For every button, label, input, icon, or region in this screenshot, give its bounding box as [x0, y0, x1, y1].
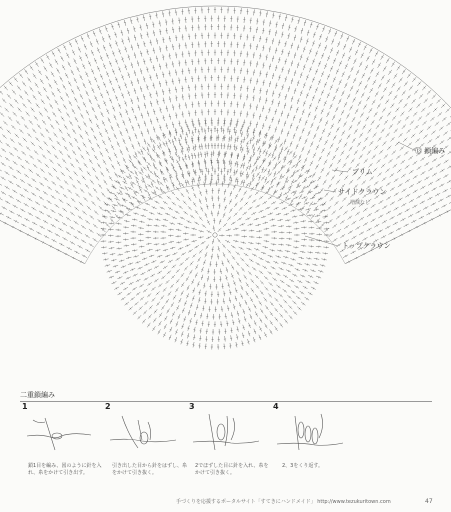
side-crown-note: 増減なし	[350, 200, 371, 206]
top-crown-label: トップクラウン	[342, 242, 391, 250]
step-2-caption: 引き出した目から針をはずし、糸をかけて引き抜く。	[112, 463, 188, 476]
step-1-number: 1	[22, 402, 28, 411]
step-4-caption: 2、3をくり返す。	[282, 463, 323, 469]
step-4-number: 4	[273, 402, 279, 411]
kusari-label: ⑬ 鎖編み	[415, 147, 446, 155]
step-3-illustration	[191, 410, 261, 456]
section-divider	[20, 401, 432, 402]
side-crown-label: サイドクラウン	[338, 188, 387, 196]
step-2-number: 2	[105, 402, 111, 411]
page-number: 47	[425, 498, 433, 505]
step-3-caption: 2でほずした目に針を入れ、糸をかけて引き抜く。	[195, 463, 269, 476]
step-1-caption: 鎖1目を編み、図のように針を入れ、糸をかけて引き出す。	[28, 463, 102, 476]
footer-site: 手づくりを応援するポータルサイト「すてきにハンドメイド」 http://www.tezukuritown.com	[176, 499, 391, 505]
step-3-number: 3	[189, 402, 195, 411]
step-4-illustration	[275, 410, 345, 456]
brim-label: ブリム	[352, 168, 373, 176]
step-2-illustration	[108, 410, 178, 456]
crown-chart	[101, 121, 330, 350]
section-title: 二重鎖編み	[20, 391, 55, 399]
step-1-illustration	[25, 410, 95, 456]
